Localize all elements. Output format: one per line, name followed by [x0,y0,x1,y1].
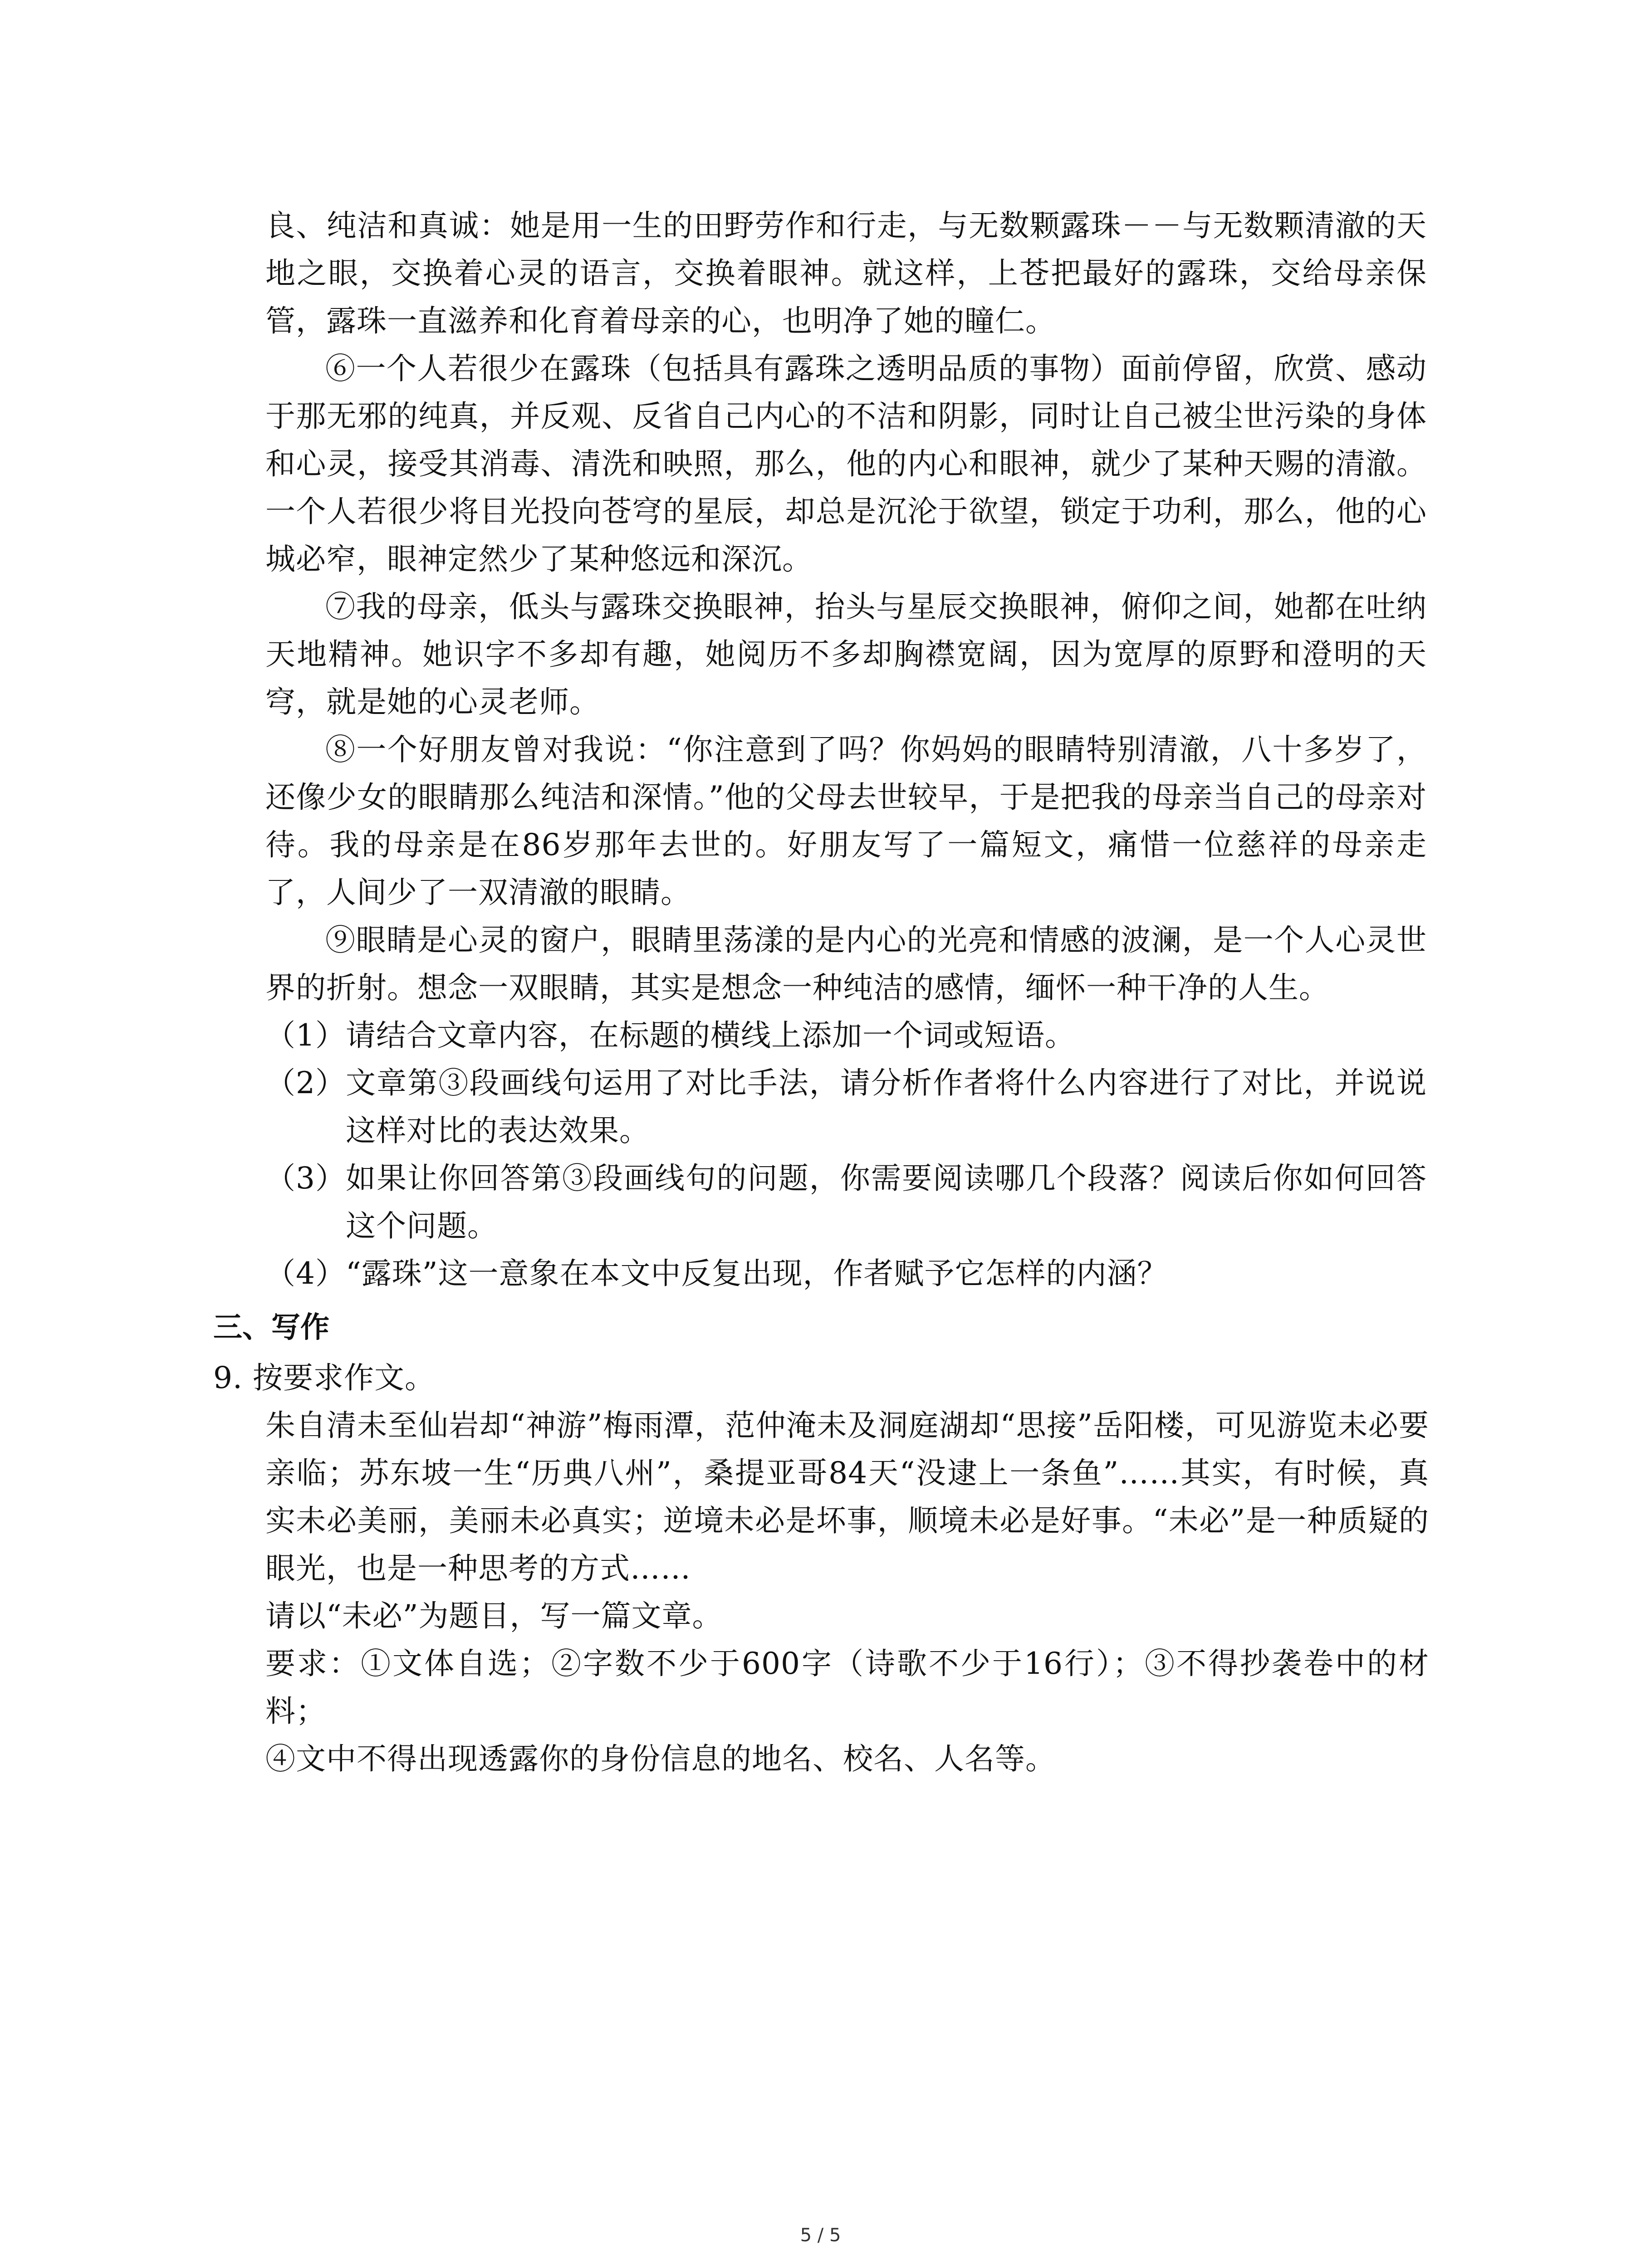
reading-passage [265,202,1427,1297]
writing-requirements-line-1: 要求：①文体自选；②字数不少于600字（诗歌不少于16行）；③不得抄袭卷中的材料； [265,1646,1429,1729]
paragraph-8: ⑧一个好朋友曾对我说：“你注意到了吗？你妈妈的眼睛特别清澈，八十多岁了，还像少女的眼睛那么纯洁和深情。”他的父母去世较早，于是把我的母亲当自己的母亲对待。我的母亲是在86岁那年去世的。好朋友写了一篇短文，痛惜一位慈祥的母亲走了，人间少了一双清澈的眼睛。 [265,732,1427,910]
question-number: （1） [265,1018,346,1053]
writing-task [213,1354,1429,1783]
paragraph-continued: 良、纯洁和真诚：她是用一生的田野劳作和行走，与无数颗露珠－－与无数颗清澈的天地之眼，交换着心灵的语言，交换着眼神。就这样，上苍把最好的露珠，交给母亲保管，露珠一直滋养和化育着母亲的心，也明净了她的瞳仁。 [265,208,1427,338]
page-number: 5 / 5 [800,2225,841,2246]
question-number: （3） [265,1161,346,1196]
question-list [265,1012,1427,1297]
question-2 [265,1059,1427,1154]
question-text: “露珠”这一意象在本文中反复出现，作者赋予它怎样的内涵？ [346,1256,1168,1291]
question-number: （2） [265,1066,346,1100]
question-3 [265,1154,1427,1250]
writing-item-number: 9. 按要求作文。 [213,1360,435,1395]
question-4 [265,1250,1427,1297]
question-1 [265,1012,1427,1059]
question-text: 文章第③段画线句运用了对比手法，请分析作者将什么内容进行了对比，并说说这样对比的表达效果。 [346,1066,1427,1148]
question-text: 请结合文章内容，在标题的横线上添加一个词或短语。 [346,1018,1075,1053]
paragraph-7: ⑦我的母亲，低头与露珠交换眼神，抬头与星辰交换眼神，俯仰之间，她都在吐纳天地精神。她识字不多却有趣，她阅历不多却胸襟宽阔，因为宽厚的原野和澄明的天穹，就是她的心灵老师。 [265,589,1427,719]
paragraph-6: ⑥一个人若很少在露珠（包括具有露珠之透明品质的事物）面前停留，欣赏、感动于那无邪的纯真，并反观、反省自己内心的不洁和阴影，同时让自己被尘世污染的身体和心灵，接受其消毒、清洗和映照，那么，他的内心和眼神，就少了某种天赐的清澈。一个人若很少将目光投向苍穹的星辰，却总是沉沦于欲望，锁定于功利，那么，他的心城必窄，眼神定然少了某种悠远和深沉。 [265,351,1427,577]
question-number: （4） [265,1256,346,1291]
writing-requirements-line-2: ④文中不得出现透露你的身份信息的地名、校名、人名等。 [265,1741,1056,1776]
question-text: 如果让你回答第③段画线句的问题，你需要阅读哪几个段落？阅读后你如何回答这个问题。 [346,1161,1427,1243]
writing-material: 朱自清未至仙岩却“神游”梅雨潭，范仲淹未及洞庭湖却“思接”岳阳楼，可见游览未必要亲临；苏东坡一生“历典八州”，桑提亚哥84天“没逮上一条鱼”……其实，有时候，真实未必美丽，美丽未必真实；逆境未必是坏事，顺境未必是好事。“未必”是一种质疑的眼光，也是一种思考的方式…… [265,1408,1429,1586]
section-title-writing: 三、写作 [213,1311,329,1344]
writing-prompt: 请以“未必”为题目，写一篇文章。 [265,1598,723,1633]
writing-body [213,1402,1429,1783]
paragraph-9: ⑨眼睛是心灵的窗户，眼睛里荡漾的是内心的光亮和情感的波澜，是一个人心灵世界的折射。想念一双眼睛，其实是想念一种纯洁的感情，缅怀一种干净的人生。 [265,923,1427,1005]
